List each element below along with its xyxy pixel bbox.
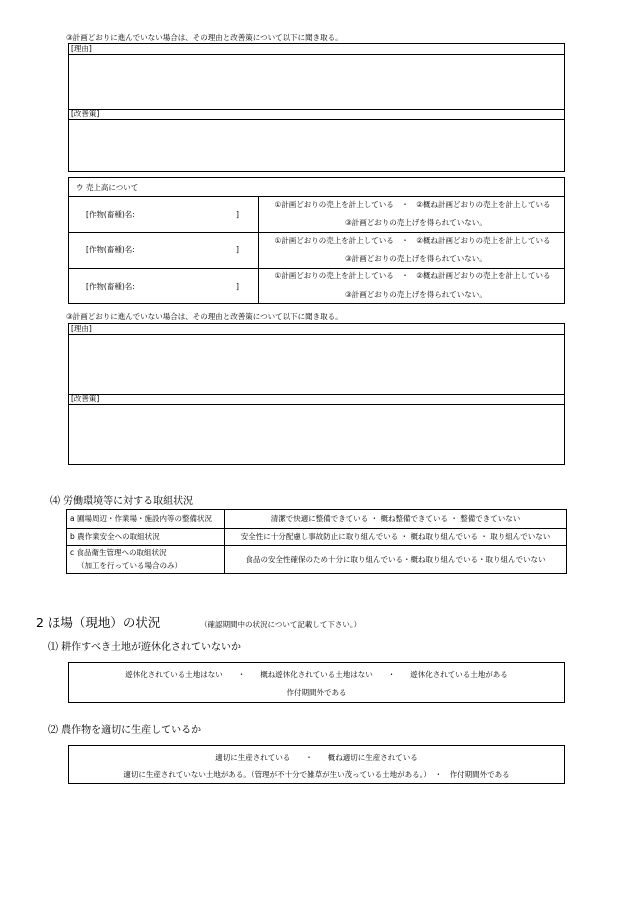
prev-improvement-label: [改善策]	[71, 109, 100, 118]
crop-label: [作物(畜種)名:	[86, 245, 135, 254]
divider	[69, 394, 564, 395]
labor-label-c-note: （加工を行っている場合のみ）	[77, 561, 182, 570]
labor-label-c: c 食品衛生管理への取組状況	[70, 548, 167, 557]
q1-options-line1: 遊休化されている土地はない ・ 概ね遊休化されている土地はない ・ 遊休化されている土地がある	[125, 670, 508, 679]
sales-reason-field[interactable]	[69, 335, 564, 393]
sales-reason-improvement-box	[68, 323, 565, 465]
sales-table	[68, 177, 565, 304]
sales-option-line1: ①計画どおりの売上を計上している ・ ②概ね計画どおりの売上を計上している	[274, 236, 551, 245]
q1-heading: ⑴ 耕作すべき土地が遊休化されていないか	[48, 642, 241, 653]
sales-note: ③計画どおりに進んでいない場合は、その理由と改善策について以下に聞き取る。	[66, 312, 343, 321]
sales-option-line2: ③計画どおりの売上げを得られていない。	[345, 254, 487, 263]
sales-option-line2: ③計画どおりの売上げを得られていない。	[345, 290, 487, 299]
labor-label-a: a 圃場周辺・作業場・施設内等の整備状況	[70, 514, 212, 523]
sales-title: ウ 売上高について	[76, 183, 139, 192]
sales-option-line1: ①計画どおりの売上を計上している ・ ②概ね計画どおりの売上を計上している	[274, 200, 551, 209]
labor-label-b: b 農作業安全への取組状況	[70, 532, 160, 541]
crop-label: [作物(畜種)名:	[86, 282, 135, 291]
sales-option-line2: ③計画どおりの売上げを得られていない。	[345, 218, 487, 227]
q1-options-line2: 作付期間外である	[286, 688, 347, 697]
labor-table	[66, 509, 567, 574]
sales-crop-cell[interactable]	[69, 233, 258, 268]
crop-label: [作物(畜種)名:	[86, 210, 135, 219]
labor-options-c[interactable]: 食品の安全性確保のため十分に取り組んでいる・概ね取り組んでいる・取り組んでいない	[245, 555, 546, 564]
sales-reason-label: [理由]	[71, 324, 92, 333]
field-heading-note: （確認期間中の状況について記載して下さい。）	[200, 620, 362, 629]
sales-improvement-field[interactable]	[69, 405, 564, 464]
divider	[67, 528, 566, 529]
prev-reason-improvement-box	[68, 43, 565, 172]
crop-bracket: ]	[236, 245, 239, 254]
sales-improvement-label: [改善策]	[71, 394, 100, 403]
sales-crop-cell[interactable]	[69, 197, 258, 232]
labor-heading: ⑷ 労働環境等に対する取組状況	[50, 496, 194, 507]
q2-heading: ⑵ 農作物を適切に生産しているか	[48, 725, 202, 736]
divider	[67, 545, 566, 546]
labor-options-a[interactable]: 清潔で快適に整備できている ・ 概ね整備できている ・ 整備できていない	[270, 514, 521, 523]
prev-reason-label: [理由]	[71, 44, 92, 53]
prev-improvement-field[interactable]	[69, 120, 564, 171]
sales-crop-cell[interactable]	[69, 269, 258, 303]
crop-bracket: ]	[236, 282, 239, 291]
divider	[69, 109, 564, 110]
q2-options-line2: 適切に生産されていない土地がある。（管理が不十分で雑草が生い茂っている土地がある。） ・ 作付期間外である	[123, 770, 510, 779]
divider	[258, 196, 259, 303]
prev-note: ③計画どおりに進んでいない場合は、その理由と改善策について以下に聞き取る。	[66, 33, 343, 42]
prev-reason-field[interactable]	[69, 55, 564, 108]
sales-option-line1: ①計画どおりの売上を計上している ・ ②概ね計画どおりの売上を計上している	[274, 271, 551, 280]
labor-options-b[interactable]: 安全性に十分配慮し事故防止に取り組んでいる ・ 概ね取り組んでいる ・ 取り組んでいない	[240, 532, 551, 541]
field-heading: 2 ほ場（現地）の状況	[36, 615, 161, 630]
q2-options-line1: 適切に生産されている ・ 概ね適切に生産されている	[215, 753, 418, 762]
q1-answer-box[interactable]	[68, 662, 565, 703]
q2-answer-box[interactable]	[68, 745, 565, 784]
crop-bracket: ]	[236, 210, 239, 219]
